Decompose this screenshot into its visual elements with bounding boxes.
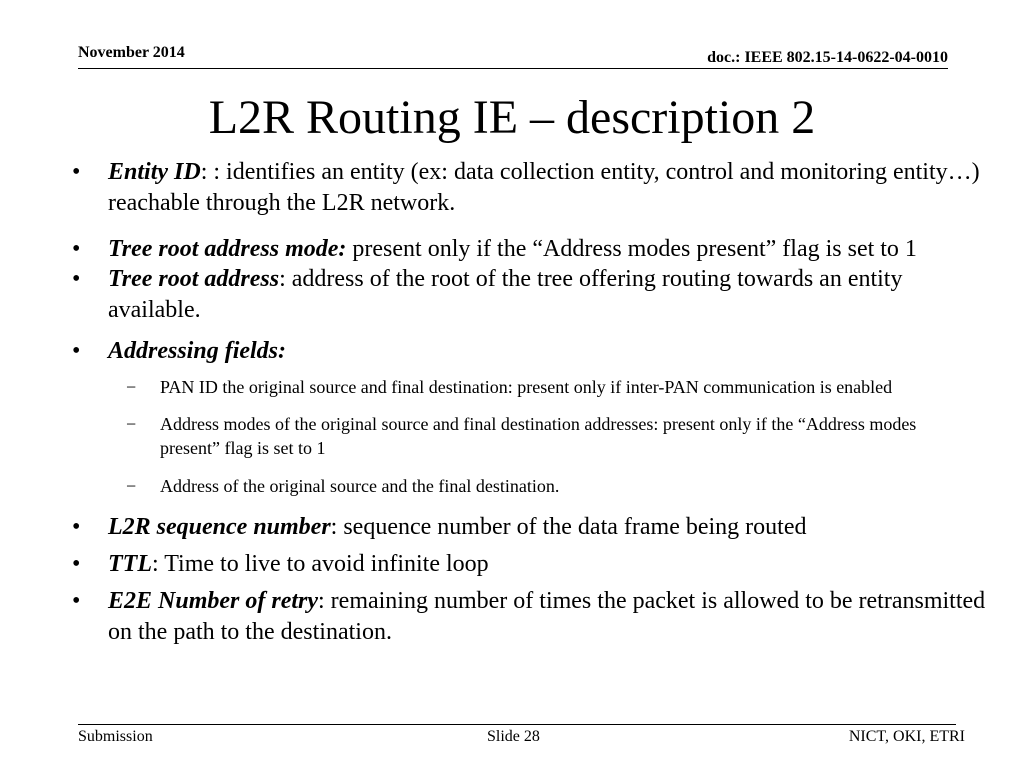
bullet-addressing-fields (72, 336, 988, 367)
subitem-address-source-destination (126, 474, 980, 498)
bullet-marker: • (72, 338, 81, 364)
bullet-text: : address of the root of the tree offering routing towards an entity available. (108, 266, 903, 323)
footer-submission: Submission (78, 728, 153, 745)
subitem-text: Address modes of the original source and final destination addresses: present only if the “Address modes present” flag is set to 1 (160, 414, 917, 458)
bullet-marker: • (72, 266, 81, 292)
bullet-entity-id (72, 157, 988, 219)
dash-marker: − (126, 414, 137, 434)
bullet-marker: • (72, 551, 81, 577)
bullet-term: Tree root address (108, 266, 280, 292)
dash-marker: − (126, 476, 137, 496)
header-rule (78, 68, 948, 69)
bullet-tree-root-address-mode (72, 234, 988, 265)
bullet-tree-root-address (72, 264, 988, 326)
bullet-term: Entity ID (108, 159, 201, 185)
bullet-term: Addressing fields (108, 338, 279, 364)
bullet-e2e-number-of-retry (72, 586, 988, 648)
dash-marker: − (126, 377, 137, 397)
bullet-marker: • (72, 514, 81, 540)
bullet-text: : sequence number of the data frame being routed (330, 514, 807, 540)
header-date: November 2014 (78, 44, 185, 61)
bullet-term: E2E Number of retry (108, 588, 318, 614)
slide-title: L2R Routing IE – description 2 (208, 91, 816, 144)
bullet-term: Tree root address mode: (108, 236, 347, 262)
bullet-text: : (278, 338, 287, 364)
bullet-text: present only if the “Address modes present” flag is set to 1 (346, 236, 917, 262)
bullet-text: : Time to live to avoid infinite loop (151, 551, 489, 577)
header-doc-id: doc.: IEEE 802.15-14-0622-04-0010 (707, 49, 948, 66)
footer-authors: NICT, OKI, ETRI (848, 728, 965, 745)
bullet-marker: • (72, 159, 81, 185)
bullet-text: : remaining number of times the packet is allowed to be retransmitted on the path to the destination. (108, 588, 986, 645)
footer-rule (78, 724, 956, 725)
subitem-pan-id (126, 375, 980, 399)
bullet-marker: • (72, 588, 81, 614)
bullet-l2r-sequence-number (72, 512, 988, 543)
bullet-text: : : identifies an entity (ex: data collection entity, control and monitoring entity…) reachable through the L2R network. (108, 159, 980, 216)
bullet-term: L2R sequence number (108, 514, 331, 540)
subitem-address-modes (126, 412, 980, 460)
footer-slide-number: Slide 28 (487, 728, 540, 745)
subitem-text: Address of the original source and the final destination. (160, 476, 560, 496)
bullet-ttl (72, 549, 988, 580)
bullet-marker: • (72, 236, 81, 262)
subitem-text: PAN ID the original source and final destination: present only if inter-PAN communication is enabled (160, 377, 893, 397)
bullet-term: TTL (108, 551, 152, 577)
